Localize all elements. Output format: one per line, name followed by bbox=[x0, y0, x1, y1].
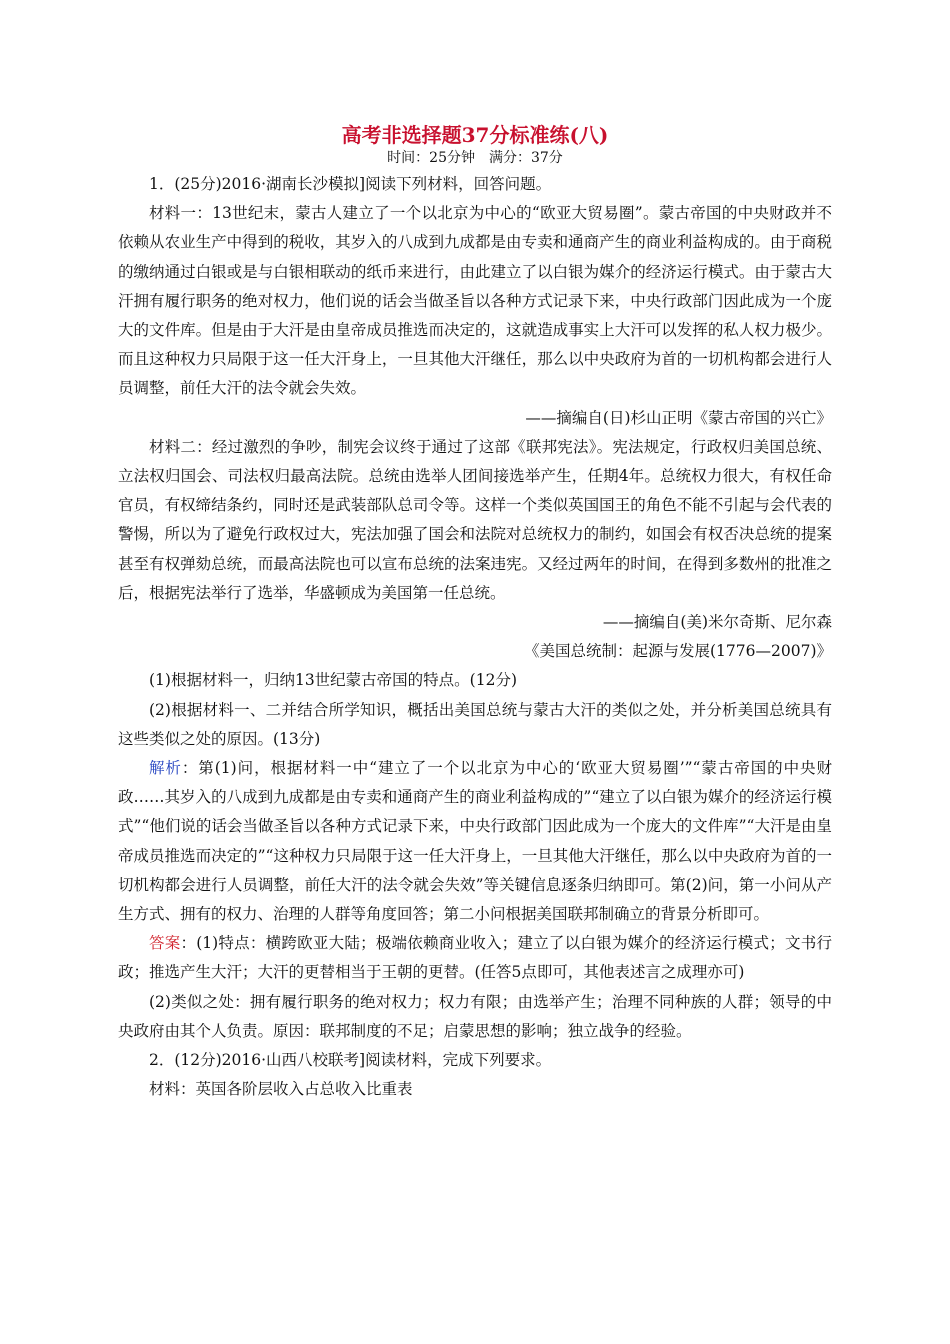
material-1: 材料一：13世纪末，蒙古人建立了一个以北京为中心的“欧亚大贸易圈”。蒙古帝国的中央财政并不依赖从农业生产中得到的税收，其岁入的八成到九成都是由专卖和通商产生的商业利益构成的。由于商税的缴纳通过白银或是与白银相联动的纸币来进行，由此建立了以白银为媒介的经济运行模式。由于蒙古大汗拥有履行职务的绝对权力，他们说的话会当做圣旨以各种方式记录下来，中央行政部门因此成为一个庞大的文件库。但是由于大汗是由皇帝成员推选而决定的，这就造成事实上大汗可以发挥的私人权力极少。而且这种权力只局限于这一任大汗身上，一旦其他大汗继任，那么以中央政府为首的一切机构都会进行人员调整，前任大汗的法令就会失效。 bbox=[118, 204, 832, 398]
answer-1 bbox=[118, 929, 832, 987]
material-1-source: ——摘编自(日)杉山正明《蒙古帝国的兴亡》 bbox=[525, 408, 832, 427]
answer-label: 答案 bbox=[149, 934, 181, 953]
material-2: 材料二：经过激烈的争吵，制宪会议终于通过了这部《联邦宪法》。宪法规定，行政权归美国总统、立法权归国会、司法权归最高法院。总统由选举人团间接选举产生，任期4年。总统权力很大，有权任命官员，有权缔结条约，同时还是武装部队总司令等。这样一个类似英国国王的角色不能不引起与会代表的警惕，所以为了避免行政权过大，宪法加强了国会和法院对总统权力的制约，如国会有权否决总统的提案甚至有权弹劾总统，而最高法院也可以宣布总统的法案违宪。又经过两年的时间，在得到多数州的批准之后，根据宪法举行了选举，华盛顿成为美国第一任总统。 bbox=[118, 437, 832, 602]
question-2 bbox=[118, 1046, 832, 1104]
question-2-material: 材料：英国各阶层收入占总收入比重表 bbox=[149, 1080, 413, 1099]
analysis bbox=[118, 754, 832, 929]
analysis-text: ：第(1)问，根据材料一中“建立了一个以北京为中心的‘欧亚大贸易圈’”“蒙古帝国的中央财政……其岁入的八成到九成都是由专卖和通商产生的商业利益构成的”“建立了以白银为媒介的经济运行模式”“他们说的话会当做圣旨以各种方式记录下来，中央行政部门因此成为一个庞大的文件库”“大汗是由皇帝成员推选而决定的”“这种权力只局限于这一任大汗身上，一旦其他大汗继任，那么以中央政府为首的一切机构都会进行人员调整，前任大汗的法令就会失效”等关键信息逐条归纳即可。第(2)问，第一小问从产生方式、拥有的权力、治理的人群等角度回答；第二小问根据美国联邦制确立的背景分析即可。 bbox=[118, 759, 832, 924]
question-2-stem: 2．(12分)2016·山西八校联考]阅读材料，完成下列要求。 bbox=[149, 1051, 552, 1070]
sub-question-2: (2)根据材料一、二并结合所学知识，概括出美国总统与蒙古大汗的类似之处，并分析美国总统具有这些类似之处的原因。(13分) bbox=[118, 700, 832, 748]
question-1-stem: 1．(25分)2016·湖南长沙模拟]阅读下列材料，回答问题。 bbox=[149, 175, 552, 193]
page-title: 高考非选择题37分标准练(八) bbox=[341, 123, 609, 147]
material-2-source-authors: ——摘编自(美)米尔奇斯、尼尔森 bbox=[602, 613, 832, 632]
sub-question-1: (1)根据材料一，归纳13世纪蒙古帝国的特点。(12分) bbox=[149, 671, 517, 690]
exam-time-info: 时间：25分钟 满分：37分 bbox=[387, 150, 563, 166]
answer-1-text: ：(1)特点：横跨欧亚大陆；极端依赖商业收入；建立了以白银为媒介的经济运行模式；文书行政；推选产生大汗；大汗的更替相当于王朝的更替。(任答5点即可，其他表述言之成理亦可) bbox=[118, 934, 832, 982]
material-2-source-title: 《美国总统制：起源与发展(1776—2007)》 bbox=[524, 642, 832, 661]
answer-2: (2)类似之处：拥有履行职务的绝对权力；权力有限；由选举产生；治理不同种族的人群；领导的中央政府由其个人负责。原因：联邦制度的不足；启蒙思想的影响；独立战争的经验。 bbox=[118, 992, 832, 1040]
question-1 bbox=[118, 170, 832, 1046]
analysis-label: 解析 bbox=[149, 759, 182, 778]
